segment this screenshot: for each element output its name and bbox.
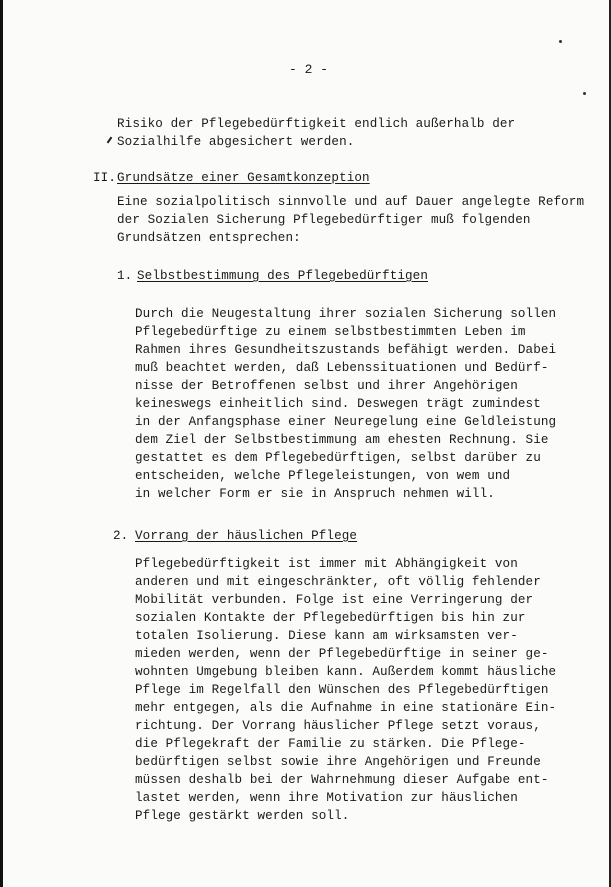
item-body-line: mehr entgegen, als die Aufnahme in eine stationäre Ein- xyxy=(135,701,557,715)
pen-mark xyxy=(107,137,113,144)
intro-line: Sozialhilfe abgesichert werden. xyxy=(117,135,355,149)
item-body-line: Pflegebedürftigkeit ist immer mit Abhängigkeit von xyxy=(135,557,518,571)
item-body-line: gestattet es dem Pflegebedürftigen, selbst darüber zu xyxy=(135,451,541,465)
item-body-line: keineswegs einheitlich sind. Deswegen trägt zumindest xyxy=(135,397,541,411)
item-number: 2. xyxy=(113,529,129,543)
item-body-line: richtung. Der Vorrang häuslicher Pflege setzt voraus, xyxy=(135,719,541,733)
item-body-line: nisse der Betroffenen selbst und ihrer Angehörigen xyxy=(135,379,518,393)
item-body-line: in welcher Form er sie in Anspruch nehmen will. xyxy=(135,487,495,501)
item-body-line: bedürftigen selbst sowie ihre Angehörigen und Freunde xyxy=(135,755,541,769)
item-body-line: muß beachtet werden, daß Lebenssituationen und Bedürf- xyxy=(135,361,549,375)
item-heading: Selbstbestimmung des Pflegebedürftigen xyxy=(137,269,428,283)
page-number: - 2 - xyxy=(288,62,328,77)
item-body-line: lastet werden, wenn ihre Motivation zur häuslichen xyxy=(135,791,518,805)
item-body-line: anderen und mit eingeschränkter, oft völlig fehlender xyxy=(135,575,541,589)
item-body-line: dem Ziel der Selbstbestimmung am ehesten Rechnung. Sie xyxy=(135,433,549,447)
section-body-line: Eine sozialpolitisch sinnvolle und auf Dauer angelegte Reform xyxy=(117,195,585,209)
item-body-line: totalen Isolierung. Diese kann am wirksamsten ver- xyxy=(135,629,518,643)
item-heading: Vorrang der häuslichen Pflege xyxy=(135,529,358,543)
item-body-line: müssen deshalb bei der Wahrnehmung dieser Aufgabe ent- xyxy=(135,773,549,787)
section-number: II. xyxy=(93,171,116,185)
item-number: 1. xyxy=(117,269,133,283)
section-body-line: der Sozialen Sicherung Pflegebedürftiger muß folgenden xyxy=(117,213,531,227)
item-body-line: Mobilität verbunden. Folge ist eine Verringerung der xyxy=(135,593,534,607)
item-body-line: sozialen Kontakte der Pflegebedürftigen bis hin zur xyxy=(135,611,526,625)
item-body-line: Pflege im Regelfall den Wünschen des Pflegebedürftigen xyxy=(135,683,549,697)
item-body-line: Durch die Neugestaltung ihrer sozialen Sicherung sollen xyxy=(135,307,557,321)
item-body-line: Pflegebedürftige zu einem selbstbestimmten Leben im xyxy=(135,325,526,339)
item-body-line: Rahmen ihres Gesundheitszustands befähigt werden. Dabei xyxy=(135,343,557,357)
item-body-line: die Pflegekraft der Familie zu stärken. Die Pflege- xyxy=(135,737,526,751)
item-body-line: in der Anfangsphase einer Neuregelung eine Geldleistung xyxy=(135,415,557,429)
intro-line: Risiko der Pflegebedürftigkeit endlich außerhalb der xyxy=(117,117,516,131)
item-body-line: Pflege gestärkt werden soll. xyxy=(135,809,350,823)
scan-speck xyxy=(559,40,562,43)
item-body-line: wohnten Umgebung bleiben kann. Außerdem kommt häusliche xyxy=(135,665,557,679)
scan-speck xyxy=(583,92,586,95)
section-body-line: Grundsätzen entsprechen: xyxy=(117,231,301,245)
item-body-line: mieden werden, wenn der Pflegebedürftige in seiner ge- xyxy=(135,647,549,661)
item-body-line: entscheiden, welche Pflegeleistungen, von wem und xyxy=(135,469,511,483)
section-heading: Grundsätze einer Gesamtkonzeption xyxy=(117,171,370,185)
